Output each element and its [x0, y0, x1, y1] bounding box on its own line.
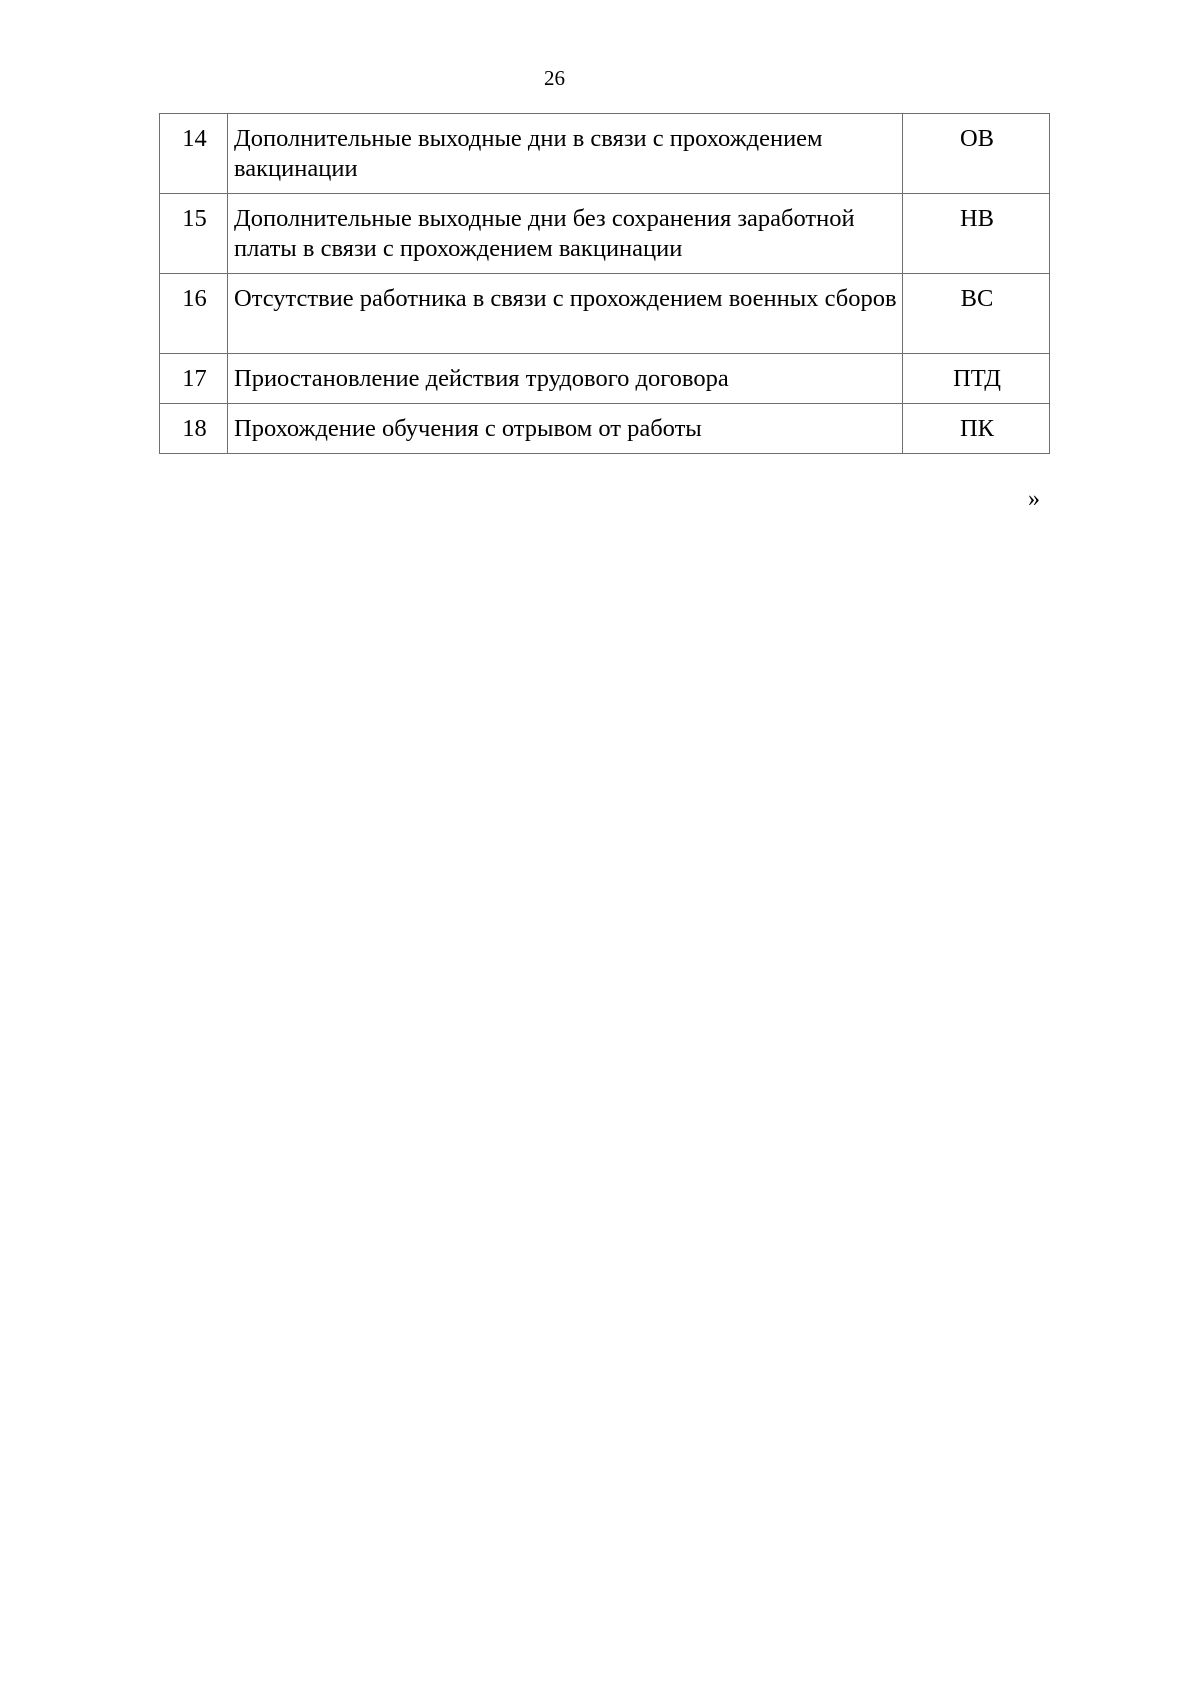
closing-quote-mark: »	[1028, 486, 1040, 512]
table-row	[160, 194, 1050, 274]
row-code: ВС	[903, 274, 1050, 354]
row-number: 16	[160, 274, 228, 354]
table-row	[160, 404, 1050, 454]
row-code: ПК	[903, 404, 1050, 454]
row-description: Приостановление действия трудового договора	[228, 354, 903, 404]
absence-codes-table	[159, 113, 1050, 454]
row-description: Прохождение обучения с отрывом от работы	[228, 404, 903, 454]
row-description: Дополнительные выходные дни в связи с прохождением вакцинации	[228, 114, 903, 194]
row-number: 14	[160, 114, 228, 194]
row-code: НВ	[903, 194, 1050, 274]
row-number: 18	[160, 404, 228, 454]
row-description: Дополнительные выходные дни без сохранения заработной платы в связи с прохождением вакцинации	[228, 194, 903, 274]
row-number: 17	[160, 354, 228, 404]
page-number: 26	[544, 66, 565, 90]
row-number: 15	[160, 194, 228, 274]
row-code: ПТД	[903, 354, 1050, 404]
table-row	[160, 274, 1050, 354]
table-row	[160, 114, 1050, 194]
row-code: ОВ	[903, 114, 1050, 194]
table-row	[160, 354, 1050, 404]
row-description: Отсутствие работника в связи с прохождением военных сборов	[228, 274, 903, 354]
